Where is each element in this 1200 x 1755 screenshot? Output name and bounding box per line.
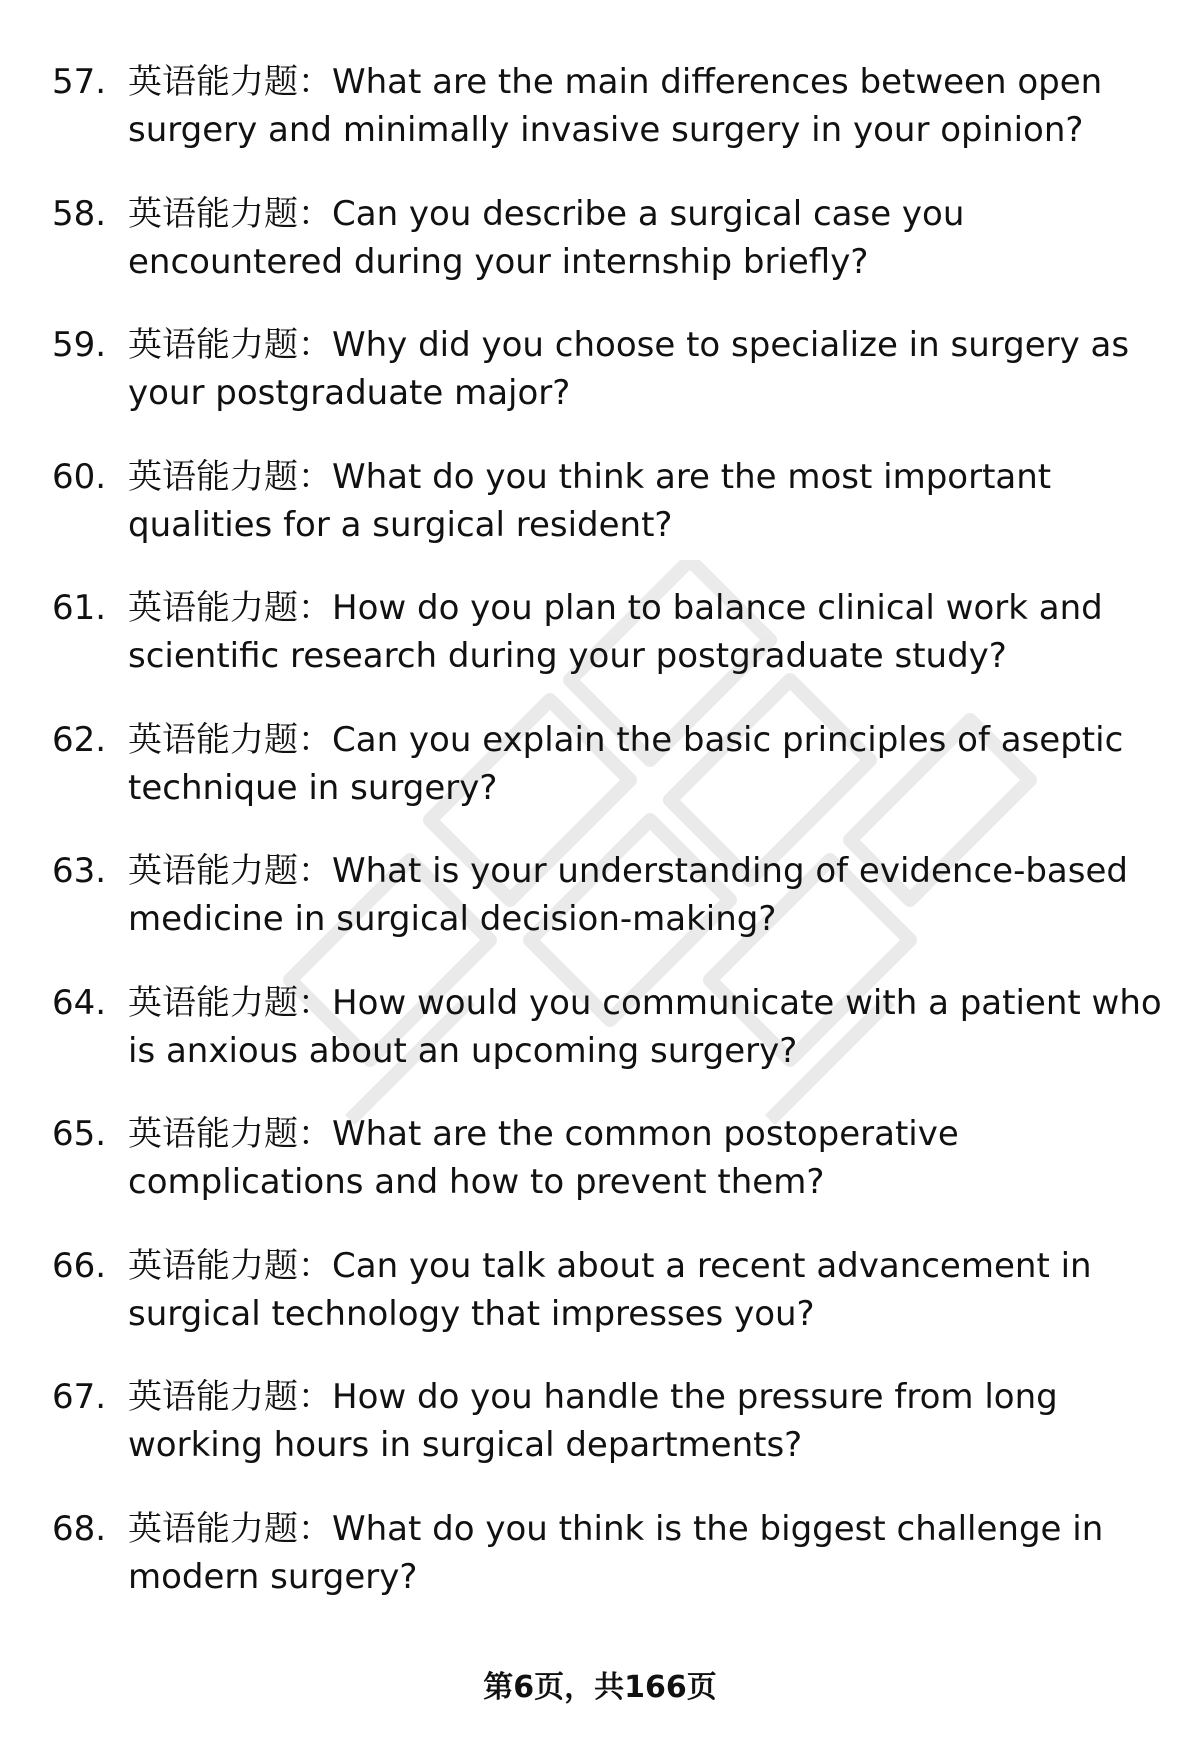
question-body — [128, 1242, 1162, 1338]
question-item — [52, 979, 1162, 1111]
question-body — [128, 847, 1162, 943]
question-item — [52, 1242, 1162, 1374]
question-text: Can you explain the basic principles of aseptic technique in surgery? — [128, 719, 1124, 808]
question-label: 英语能力题： — [128, 719, 332, 760]
question-text: How would you communicate with a patient who is anxious about an upcoming surgery? — [128, 982, 1162, 1071]
question-body — [128, 979, 1162, 1075]
question-label: 英语能力题： — [128, 982, 332, 1023]
question-item — [52, 1505, 1162, 1637]
question-item — [52, 584, 1162, 716]
question-label: 英语能力题： — [128, 1377, 332, 1417]
question-number: 68. — [52, 1508, 107, 1549]
question-label: 英语能力题： — [128, 588, 332, 628]
question-number: 62. — [52, 719, 107, 760]
question-number: 60. — [52, 456, 107, 497]
question-number: 67. — [52, 1377, 107, 1417]
question-label: 英语能力题： — [128, 851, 332, 891]
question-text: What are the common postoperative complications and how to prevent them? — [128, 1114, 959, 1202]
question-text: How do you plan to balance clinical work and scientific research during your postgraduate study? — [128, 588, 1103, 676]
question-number: 57. — [52, 62, 107, 102]
question-body — [128, 190, 1162, 286]
question-number: 63. — [52, 851, 107, 891]
question-body — [128, 1373, 1162, 1469]
question-text: Can you talk about a recent advancement in surgical technology that impresses you? — [128, 1245, 1092, 1334]
question-number: 64. — [52, 982, 107, 1023]
question-number: 65. — [52, 1114, 107, 1154]
question-body — [128, 321, 1162, 417]
question-label: 英语能力题： — [128, 1508, 332, 1549]
question-label: 英语能力题： — [128, 456, 332, 497]
question-body — [128, 1110, 1162, 1206]
question-number: 66. — [52, 1245, 107, 1286]
question-text: What are the main differences between open surgery and minimally invasive surgery in your opinion? — [128, 62, 1103, 150]
question-number: 58. — [52, 193, 107, 234]
question-label: 英语能力题： — [128, 62, 332, 102]
question-item — [52, 321, 1162, 453]
question-item — [52, 1110, 1162, 1242]
question-item — [52, 716, 1162, 848]
question-item — [52, 190, 1162, 322]
question-body — [128, 1505, 1162, 1601]
question-body — [128, 58, 1162, 154]
question-text: What is your understanding of evidence-based medicine in surgical decision-making? — [128, 851, 1128, 939]
question-body — [128, 453, 1162, 549]
question-list — [52, 58, 1162, 1636]
question-text: How do you handle the pressure from long working hours in surgical departments? — [128, 1377, 1058, 1465]
question-label: 英语能力题： — [128, 1245, 332, 1286]
question-item — [52, 453, 1162, 585]
question-text: Can you describe a surgical case you encountered during your internship briefly? — [128, 193, 965, 282]
question-body — [128, 716, 1162, 812]
question-item — [52, 58, 1162, 190]
question-text: Why did you choose to specialize in surgery as your postgraduate major? — [128, 325, 1130, 413]
question-item — [52, 847, 1162, 979]
question-text: What do you think is the biggest challenge in modern surgery? — [128, 1508, 1104, 1597]
question-number: 61. — [52, 588, 107, 628]
question-label: 英语能力题： — [128, 1114, 332, 1154]
page-number-footer: 第6页，共166页 — [483, 1670, 717, 1705]
question-label: 英语能力题： — [128, 193, 332, 234]
question-text: What do you think are the most important qualities for a surgical resident? — [128, 456, 1052, 545]
question-body — [128, 584, 1162, 680]
question-number: 59. — [52, 325, 107, 365]
question-item — [52, 1373, 1162, 1505]
question-label: 英语能力题： — [128, 325, 332, 365]
